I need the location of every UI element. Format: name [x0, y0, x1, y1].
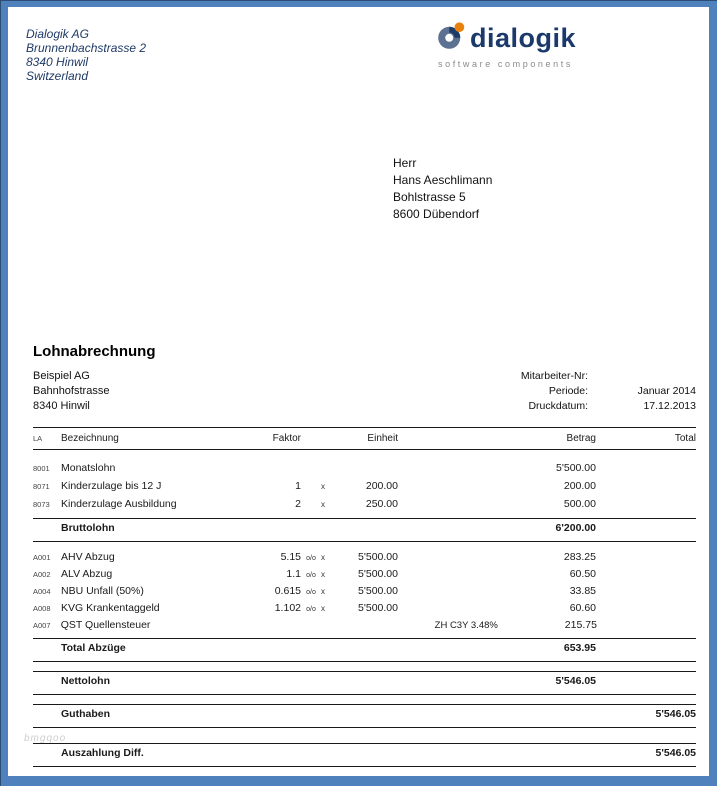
sender-line: Dialogik AG — [26, 27, 89, 41]
table-row — [33, 585, 696, 601]
cell-code: A001 — [33, 553, 51, 562]
header-la: LA — [33, 434, 43, 443]
cell-label: Monatslohn — [61, 462, 116, 474]
cell-betrag: 500.00 — [563, 498, 596, 510]
cell-label: Nettolohn — [61, 675, 110, 687]
cell-label: Kinderzulage Ausbildung — [61, 498, 177, 510]
employer-line: 8340 Hinwil — [33, 400, 90, 412]
cell-x: x — [321, 553, 325, 562]
cell-note: ZH C3Y 3.48% — [434, 620, 498, 631]
employer-line: Bahnhofstrasse — [33, 385, 110, 397]
cell-einheit: 250.00 — [365, 498, 398, 510]
table-header — [33, 427, 696, 450]
cell-label: AHV Abzug — [61, 551, 115, 563]
meta-row-print-date — [396, 399, 696, 414]
dialogik-logo-icon — [436, 21, 466, 56]
cell-code: A007 — [33, 621, 51, 630]
salary-table-body — [33, 462, 696, 767]
sender-line: 8340 Hinwil — [26, 55, 89, 69]
cell-x: x — [321, 570, 325, 579]
cell-faktor: 2 — [295, 498, 301, 510]
table-row — [33, 704, 696, 728]
recipient-address — [393, 155, 492, 223]
table-row — [33, 743, 696, 767]
meta-value: Januar 2014 — [637, 385, 696, 397]
header-einheit: Einheit — [367, 433, 398, 444]
employer-line: Beispiel AG — [33, 370, 90, 382]
document-meta — [396, 369, 696, 414]
table-row — [33, 568, 696, 584]
company-logo — [436, 21, 596, 69]
cell-label: Auszahlung Diff. — [61, 747, 144, 759]
cell-faktor: 1.1 — [286, 568, 301, 580]
cell-perc: o/o — [306, 606, 316, 613]
cell-einheit: 5'500.00 — [358, 602, 398, 614]
cell-label: Kinderzulage bis 12 J — [61, 480, 162, 492]
table-row — [33, 462, 696, 478]
cell-label: NBU Unfall (50%) — [61, 585, 144, 597]
sender-line: Switzerland — [26, 69, 89, 83]
table-row — [33, 671, 696, 695]
cell-x: x — [321, 587, 325, 596]
recipient-line: Bohlstrasse 5 — [393, 190, 466, 204]
cell-code: 8071 — [33, 482, 50, 491]
cell-label: QST Quellensteuer — [60, 619, 151, 631]
cell-einheit: 5'500.00 — [358, 568, 398, 580]
cell-code: A002 — [33, 570, 51, 579]
cell-betrag: 33.85 — [569, 585, 596, 597]
cell-x: x — [321, 500, 325, 509]
cell-faktor: 1.102 — [274, 602, 301, 614]
recipient-line: 8600 Dübendorf — [393, 207, 480, 221]
cell-total: 5'546.05 — [655, 747, 696, 759]
meta-row-period — [396, 384, 696, 399]
page-title: Lohnabrechnung — [33, 343, 156, 360]
cell-betrag: 5'500.00 — [556, 462, 596, 474]
cell-label: Guthaben — [61, 708, 110, 720]
cell-x: x — [321, 604, 325, 613]
cell-betrag: 200.00 — [563, 480, 596, 492]
cell-label: Bruttolohn — [61, 522, 115, 534]
cell-code: A008 — [33, 604, 51, 613]
cell-faktor: 5.15 — [280, 551, 301, 563]
cell-x: x — [321, 482, 325, 491]
cell-betrag: 653.95 — [563, 642, 596, 654]
cell-perc: o/o — [306, 589, 316, 596]
table-row — [33, 551, 696, 567]
header-bezeichnung: Bezeichnung — [61, 433, 119, 444]
salary-table — [33, 427, 696, 767]
table-row — [33, 518, 696, 542]
cell-einheit: 200.00 — [365, 480, 398, 492]
table-row — [33, 498, 696, 514]
sender-address — [26, 27, 146, 83]
payslip-page — [8, 7, 709, 776]
cell-faktor: 0.615 — [274, 585, 301, 597]
meta-label: Mitarbeiter-Nr: — [520, 370, 588, 382]
header-faktor: Faktor — [272, 433, 301, 444]
recipient-line: Herr — [393, 156, 417, 170]
cell-einheit: 5'500.00 — [358, 585, 398, 597]
table-row — [33, 619, 696, 635]
watermark-text: bmgqoo — [24, 733, 67, 744]
table-row — [33, 480, 696, 496]
cell-faktor: 1 — [295, 480, 301, 492]
cell-code: 8073 — [33, 500, 50, 509]
recipient-line: Hans Aeschlimann — [393, 173, 493, 187]
meta-row-employee-nr — [396, 369, 696, 384]
cell-code: A004 — [33, 587, 51, 596]
cell-label: KVG Krankentaggeld — [61, 602, 160, 614]
table-row — [33, 602, 696, 618]
header-betrag: Betrag — [566, 433, 596, 444]
cell-total: 5'546.05 — [655, 708, 696, 720]
cell-label: Total Abzüge — [61, 642, 126, 654]
cell-betrag: 215.75 — [564, 619, 597, 631]
logo-tagline: software components — [438, 59, 573, 69]
cell-code: 8001 — [33, 464, 50, 473]
meta-value: 17.12.2013 — [643, 400, 696, 412]
cell-betrag: 60.60 — [569, 602, 596, 614]
logo-row — [436, 21, 596, 56]
logo-wordmark: dialogik — [470, 23, 577, 53]
cell-betrag: 60.50 — [569, 568, 596, 580]
cell-perc: o/o — [306, 572, 316, 579]
meta-label: Periode: — [548, 385, 588, 397]
cell-betrag: 5'546.05 — [555, 675, 596, 687]
header-total: Total — [674, 433, 696, 444]
meta-label: Druckdatum: — [528, 400, 588, 412]
cell-perc: o/o — [306, 555, 316, 562]
cell-label: ALV Abzug — [61, 568, 113, 580]
table-row — [33, 638, 696, 662]
cell-einheit: 5'500.00 — [358, 551, 398, 563]
sender-line: Brunnenbachstrasse 2 — [26, 41, 147, 55]
info-section — [33, 369, 696, 414]
cell-betrag: 283.25 — [563, 551, 596, 563]
cell-betrag: 6'200.00 — [555, 522, 596, 534]
meta-value — [588, 369, 696, 384]
